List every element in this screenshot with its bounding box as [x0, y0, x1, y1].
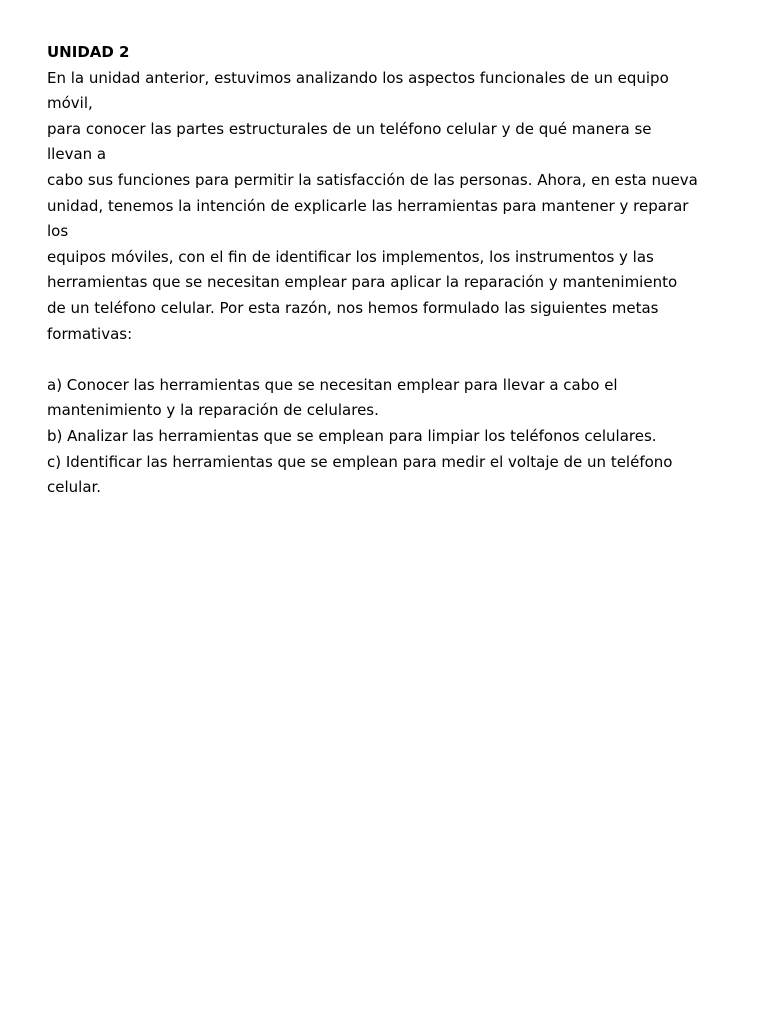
- goal-line: b) Analizar las herramientas que se emplean para limpiar los teléfonos celulares.: [47, 426, 657, 445]
- goal-line: a) Conocer las herramientas que se necesitan emplear para llevar a cabo el: [47, 375, 618, 394]
- paragraph-spacer: [47, 347, 737, 373]
- document-heading: UNIDAD 2: [47, 43, 130, 61]
- document-page: [47, 40, 737, 501]
- intro-line: los: [47, 222, 69, 241]
- intro-line: llevan a: [47, 145, 107, 164]
- goal-line: mantenimiento y la reparación de celulares.: [47, 401, 379, 420]
- intro-line: herramientas que se necesitan emplear para aplicar la reparación y mantenimiento: [47, 273, 678, 292]
- intro-line: cabo sus funciones para permitir la satisfacción de las personas. Ahora, en esta nueva: [47, 170, 698, 189]
- intro-line: formativas:: [47, 324, 133, 343]
- intro-line: de un teléfono celular. Por esta razón, nos hemos formulado las siguientes metas: [47, 298, 659, 317]
- intro-line: En la unidad anterior, estuvimos analizando los aspectos funcionales de un equipo: [47, 68, 669, 87]
- intro-paragraph: [47, 66, 737, 348]
- goals-list: [47, 373, 737, 501]
- intro-line: equipos móviles, con el fin de identificar los implementos, los instrumentos y las: [47, 247, 654, 266]
- intro-line: unidad, tenemos la intención de explicarle las herramientas para mantener y reparar: [47, 196, 689, 215]
- intro-line: para conocer las partes estructurales de un teléfono celular y de qué manera se: [47, 119, 652, 138]
- goal-line: celular.: [47, 478, 102, 497]
- goal-line: c) Identificar las herramientas que se emplean para medir el voltaje de un teléfono: [47, 452, 673, 471]
- intro-line: móvil,: [47, 94, 93, 113]
